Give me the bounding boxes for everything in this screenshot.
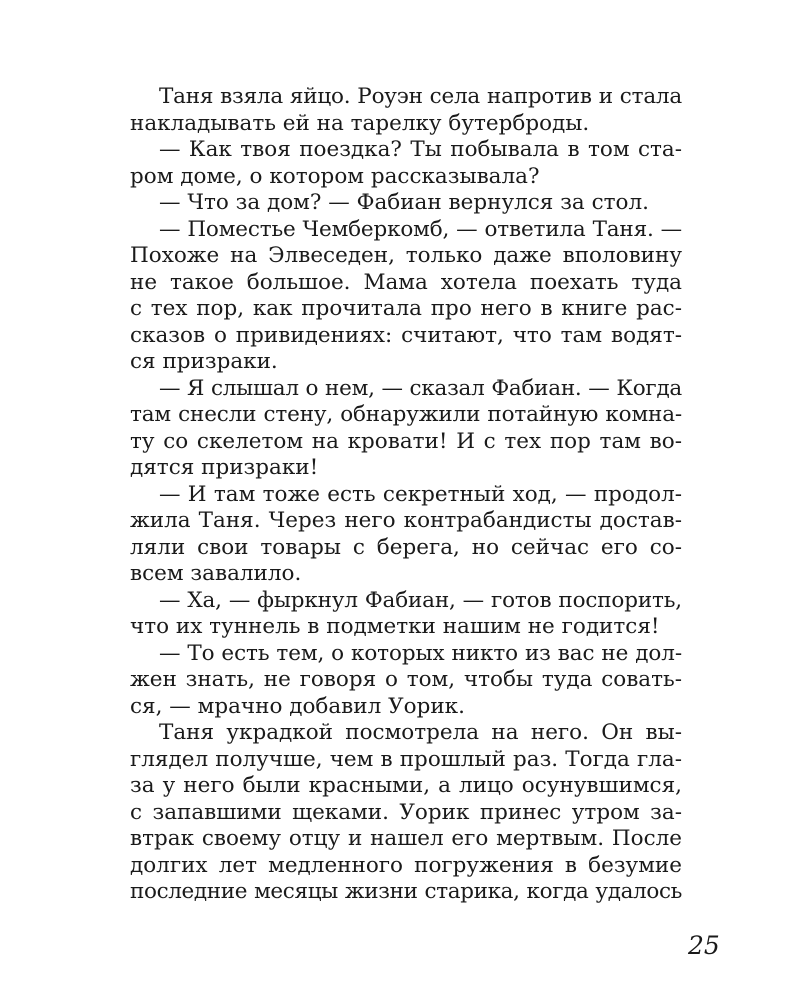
text-line: последние месяцы жизни старика, когда удалось	[130, 879, 682, 904]
text-line: Таня украдкой посмотрела на него. Он вы-	[159, 720, 682, 745]
text-line: глядел получше, чем в прошлый раз. Тогда гла-	[130, 746, 682, 772]
text-line: не такое большое. Мама хотела поехать туда	[130, 269, 682, 295]
text-line: Похоже на Элвеседен, только даже вполовину	[130, 243, 682, 268]
text-line: там снесли стену, обнаружили потайную комна-	[130, 402, 682, 427]
text-line: сказов о привидениях: считают, что там водят-	[130, 322, 682, 348]
text-line: ся призраки.	[130, 349, 278, 374]
text-line: втрак своему отцу и нашел его мертвым. После	[130, 826, 682, 851]
text-line: Таня взяла яйцо. Роуэн села напротив и стала	[159, 84, 682, 109]
text-line: — То есть тем, о которых никто из вас не дол-	[159, 640, 682, 666]
text-line: с запавшими щеками. Уорик принес утром за-	[130, 799, 682, 825]
page-number: 25	[688, 931, 720, 960]
text-line: что их туннель в подметки нашим не годится!	[130, 614, 660, 639]
text-line: ся, — мрачно добавил Уорик.	[130, 693, 465, 719]
text-line: за у него были красными, а лицо осунувшимся,	[130, 773, 682, 798]
text-line: долгих лет медленного погружения в безумие	[130, 852, 682, 878]
text-line: — И там тоже есть секретный ход, — продол-	[159, 481, 682, 507]
text-line: с тех пор, как прочитала про него в книге рас-	[130, 296, 682, 321]
text-line: — Ха, — фыркнул Фабиан, — готов поспорить,	[159, 587, 682, 613]
text-line: дятся призраки!	[130, 455, 319, 480]
text-line: ляли свои товары с берега, но сейчас его со-	[130, 534, 682, 560]
text-line: жила Таня. Через него контрабандисты достав-	[130, 508, 682, 533]
text-line: всем завалило.	[130, 561, 302, 586]
text-line: — Что за дом? — Фабиан вернулся за стол.	[159, 190, 649, 215]
text-line: жен знать, не говоря о том, чтобы туда совать-	[130, 667, 682, 692]
text-line: ром доме, о котором рассказывала?	[130, 163, 540, 189]
body-text	[130, 84, 682, 906]
text-line: накладывать ей на тарелку бутерброды.	[130, 110, 590, 136]
text-line: ту со скелетом на кровати! И с тех пор там во-	[130, 428, 682, 454]
text-line: — Как твоя поездка? Ты побывала в том ста-	[159, 137, 682, 162]
text-line: — Поместье Чемберкомб, — ответила Таня. —	[159, 216, 682, 242]
text-line: — Я слышал о нем, — сказал Фабиан. — Когда	[159, 375, 682, 401]
